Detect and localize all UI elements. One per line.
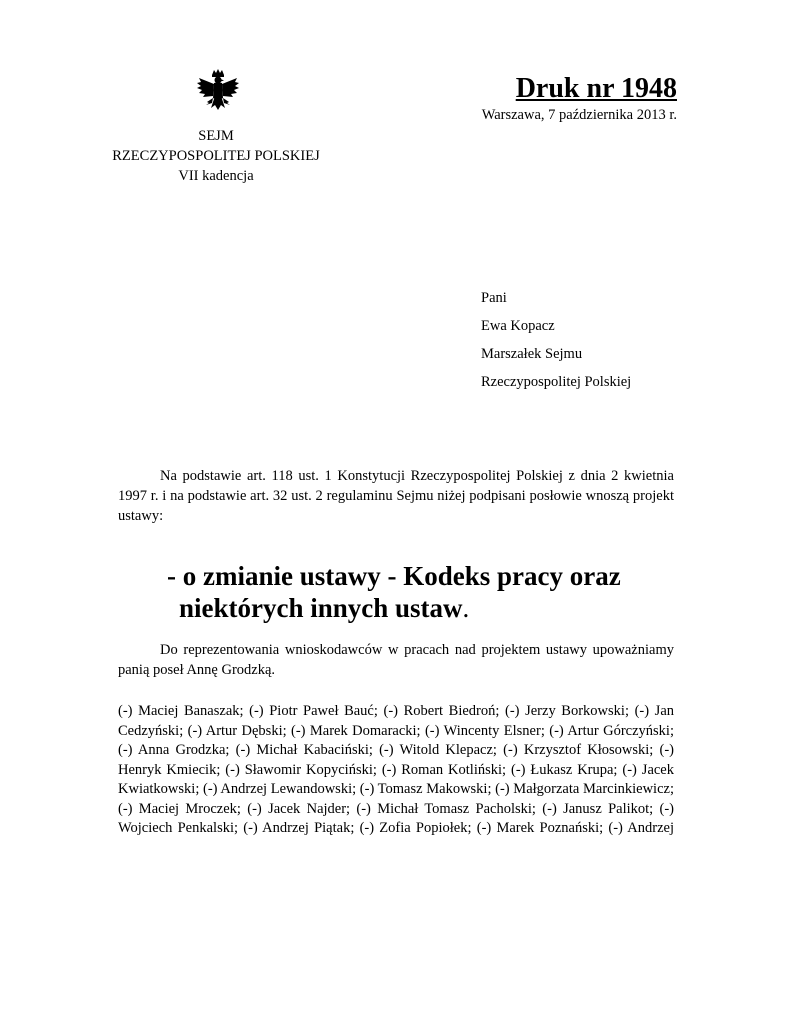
addressee-line-1: Pani [481, 290, 507, 306]
bill-title-line-1: - o zmianie ustawy - Kodeks pracy oraz [167, 561, 621, 591]
signatories-list: (-) Maciej Banaszak; (-) Piotr Paweł Bauć; (-) Robert Biedroń; (-) Jerzy Borkowski; (-) Jan Cedzyński; (-) Artur Dębski; (-) Marek Domaracki; (-) Wincenty Elsner; (-) Artur Górczyński; (-) Anna Grodzka; (-) Michał Kabaciński; (-) Witold Klepacz; (-) Krzysztof Kłosowski; (-) Henryk Kmiecik; (-) Sławomir Kopyciński; (-) Roman Kotliński; (-) Łukasz Krupa; (-) Jacek Kwiatkowski; (-) Andrzej Lewandowski; (-) Tomasz Makowski; (-) Małgorzata Marcinkiewicz; (-) Maciej Mroczek; (-) Jacek Najder; (-) Michał Tomasz Pacholski; (-) Janusz Palikot; (-) Wojciech Penkalski; (-) Andrzej Piątak; (-) Zofia Popiołek; (-) Marek Poznański; (-) Andrzej [118, 703, 674, 836]
place-date: Warszawa, 7 października 2013 r. [481, 107, 677, 123]
institution-line-2: RZECZYPOSPOLITEJ POLSKIEJ [112, 148, 320, 164]
bill-title-line-2-wrap [167, 592, 675, 624]
polish-eagle-emblem-icon [193, 68, 243, 118]
addressee-block [481, 284, 631, 396]
bill-title-period: . [462, 593, 470, 623]
representative-paragraph: Do reprezentowania wnioskodawców w pracach nad projektem ustawy upoważniamy panią poseł Annę Grodzką. [118, 642, 674, 678]
issuing-institution [80, 126, 352, 186]
bill-title [167, 560, 675, 624]
addressee-line-3: Marszałek Sejmu [481, 346, 583, 362]
institution-line-1: SEJM [198, 128, 234, 144]
addressee-line-4: Rzeczypospolitej Polskiej [481, 374, 632, 390]
institution-line-3: VII kadencja [178, 168, 254, 184]
addressee-line-2: Ewa Kopacz [481, 318, 555, 334]
print-number: Druk nr 1948 [515, 73, 677, 104]
intro-paragraph: Na podstawie art. 118 ust. 1 Konstytucji Rzeczypospolitej Polskiej z dnia 2 kwietnia 1997 r. i na podstawie art. 32 ust. 2 regulaminu Sejmu niżej podpisani posłowie wnoszą projekt ustawy: [118, 468, 674, 524]
bill-title-line-2: niektórych innych ustaw [179, 593, 463, 623]
